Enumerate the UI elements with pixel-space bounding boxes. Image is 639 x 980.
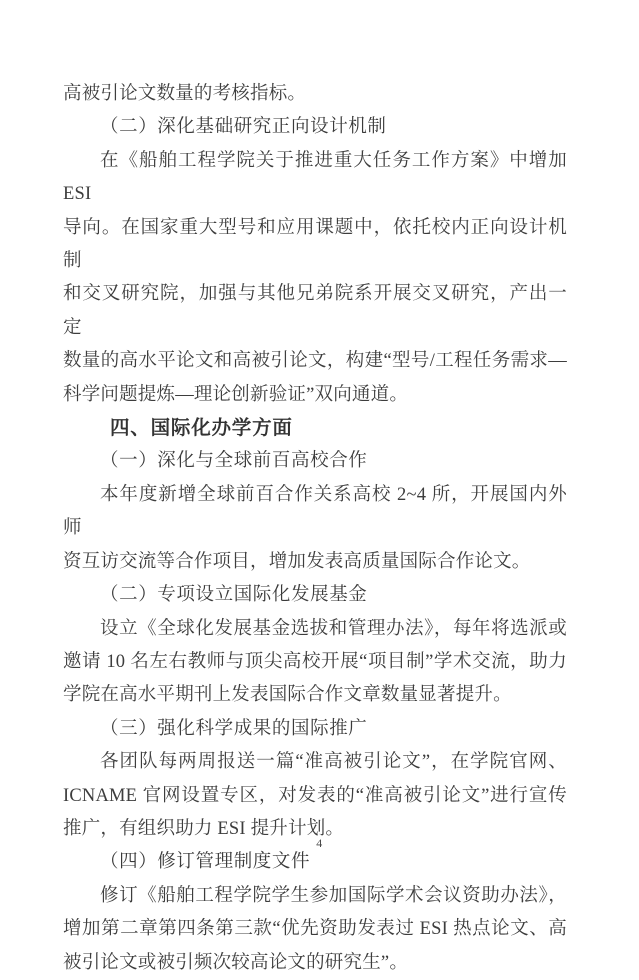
text-line: 高被引论文数量的考核指标。 [63,84,307,104]
text-line: 和交叉研究院，加强与其他兄弟院系开展交叉研究，产出一定 [63,284,567,338]
text-line: 推广，有组织助力 ESI 提升计划。 [63,818,345,839]
text-line: 导向。在国家重大型号和应用课题中，依托校内正向设计机制 [63,217,567,272]
section-heading: 四、国际化办学方面 [110,417,293,440]
subsection-heading: （一）深化与全球前百高校合作 [100,451,368,472]
text-line: 被引论文或被引频次较高论文的研究生”。 [63,952,409,973]
text-line: 数量的高水平论文和高被引论文，构建“型号/工程任务需求— [63,351,567,372]
subsection-heading: （四）修订管理制度文件 [100,852,311,873]
text-line: 资互访交流等合作项目，增加发表高质量国际合作论文。 [63,551,531,572]
text-line: 科学问题提炼—理论创新验证”双向通道。 [63,384,409,405]
text-line: ICNAME 官网设置专区，对发表的“准高被引论文”进行宣传 [63,785,567,806]
text-line: 各团队每两周报送一篇“准高被引论文”，在学院官网、 [100,752,567,773]
text-line: 设立《全球化发展基金选拔和管理办法》，每年将选派或 [100,618,567,639]
text-line: 学院在高水平期刊上发表国际合作文章数量显著提升。 [63,685,512,706]
text-line: 修订《船舶工程学院学生参加国际学术会议资助办法》， [100,885,567,906]
subsection-heading: （三）强化科学成果的国际推广 [100,718,368,739]
text-line: 本年度新增全球前百合作关系高校 2~4 所，开展国内外师 [63,484,567,539]
page-number: 4 [316,836,323,850]
subsection-heading: （二）专项设立国际化发展基金 [100,585,368,606]
text-line: 邀请 10 名左右教师与顶尖高校开展“项目制”学术交流，助力 [63,651,567,672]
subsection-heading: （二）深化基础研究正向设计机制 [100,117,387,138]
text-line: 在《船舶工程学院关于推进重大任务工作方案》中增加 ESI [63,150,567,205]
text-line: 增加第二章第四条第三款“优先资助发表过 ESI 热点论文、高 [63,919,567,940]
